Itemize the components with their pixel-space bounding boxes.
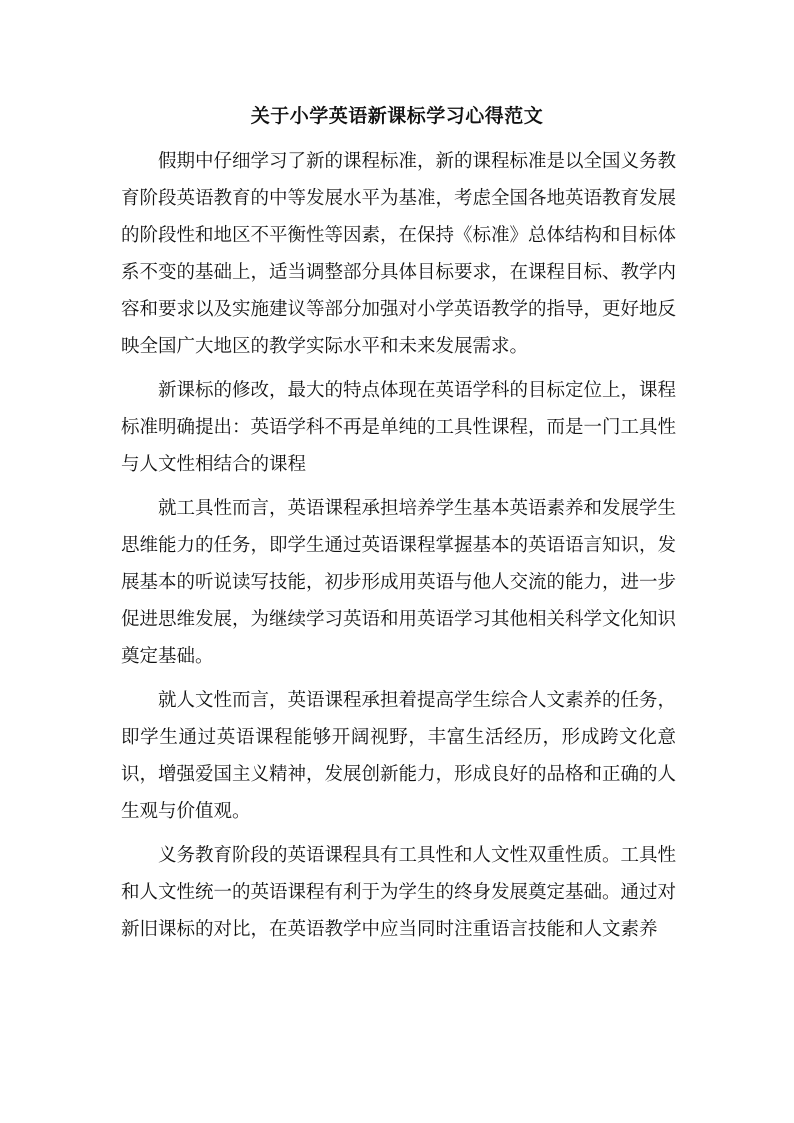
- document-title: 关于小学英语新课标学习心得范文: [250, 105, 544, 127]
- paragraph-5: 义务教育阶段的英语课程具有工具性和人文性双重性质。工具性和人文性统一的英语课程有利于为学生的终身发展奠定基础。通过对新旧课标的对比，在英语教学中应当同时注重语言技能和人文素养: [121, 845, 677, 940]
- document-body: [121, 143, 676, 948]
- paragraph-4: 就人文性而言，英语课程承担着提高学生综合人文素养的任务，即学生通过英语课程能够开阔视野，丰富生活经历，形成跨文化意识，增强爱国主义精神，发展创新能力，形成良好的品格和正确的人生观与价值观。: [121, 690, 677, 822]
- paragraph-1: 假期中仔细学习了新的课程标准，新的课程标准是以全国义务教育阶段英语教育的中等发展水平为基准，考虑全国各地英语教育发展的阶段性和地区不平衡性等因素，在保持《标准》总体结构和目标体系不变的基础上，适当调整部分具体目标要求，在课程目标、教学内容和要求以及实施建议等部分加强对小学英语教学的指导，更好地反映全国广大地区的教学实际水平和未来发展需求。: [121, 151, 677, 357]
- paragraph-2: 新课标的修改，最大的特点体现在英语学科的目标定位上，课程标准明确提出：英语学科不再是单纯的工具性课程，而是一门工具性与人文性相结合的课程: [121, 380, 677, 475]
- paragraph-3: 就工具性而言，英语课程承担培养学生基本英语素养和发展学生思维能力的任务，即学生通过英语课程掌握基本的英语语言知识，发展基本的听说读写技能，初步形成用英语与他人交流的能力，进一步促进思维发展，为继续学习英语和用英语学习其他相关科学文化知识奠定基础。: [121, 498, 677, 667]
